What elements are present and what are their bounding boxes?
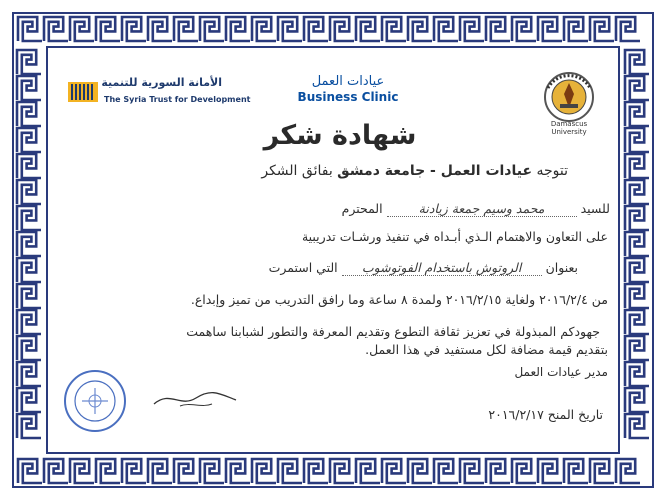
presenter-prefix: تتوجه [536,163,568,179]
presenter-organization: عيادات العمل - جامعة دمشق [337,163,533,179]
grant-date: تاريخ المنح ٢٠١٦/٢/١٧ [488,407,603,422]
syria-trust-logo [68,76,251,110]
certificate-body [50,62,618,442]
workshop-title: الروتوش باستخدام الفوتوشوب [342,260,542,276]
university-english-name: Damascus University [550,120,588,136]
duration-line: من ٢٠١٦/٢/٤ ولغاية ٢٠١٦/٢/١٥ ولمدة ٨ ساعة وما رافق التدريب من تميز وإبداع. [190,292,608,307]
recipient-line [342,201,610,217]
workshop-line [269,260,578,276]
workshop-suffix: التي استمرت [268,260,338,275]
business-clinic-english: Business Clinic [297,90,399,104]
appreciation-line-1: جهودكم المبذولة في تعزيز ثقافة التطوع وتقديم المعرفة والتطور لشبابنا ساهمت [186,324,600,339]
syria-trust-arabic-name: الأمانة السورية للتنمية [101,76,222,89]
damascus-university-logo [534,70,604,136]
business-clinic-logo [288,74,408,104]
presenter-line [261,163,568,179]
certificate-title: شهادة شكر [263,120,417,151]
appreciation-line-2: بتقديم قيمة مضافة لكل مستفيد في هذا العمل. [365,342,608,357]
honorific-suffix: المحترم [341,201,383,216]
workshop-prefix: بعنوان [545,260,578,275]
manager-signature-icon [150,384,240,414]
manager-title: مدير عيادات العمل [514,365,608,379]
honorific-prefix: للسيد [580,201,610,216]
cooperation-line: على التعاون والاهتمام الـذي أبـداه في تنفيذ ورشـات تدريبية [301,229,608,244]
official-stamp-icon [60,368,130,434]
presenter-suffix: بفائق الشكر [261,163,333,179]
business-clinic-arabic: عيادات العمل [311,74,385,89]
syria-trust-english-name: The Syria Trust for Development [104,95,251,104]
recipient-name: محمد وسيم جمعة زيادنة [387,201,577,217]
syria-trust-bars-icon [68,78,98,106]
